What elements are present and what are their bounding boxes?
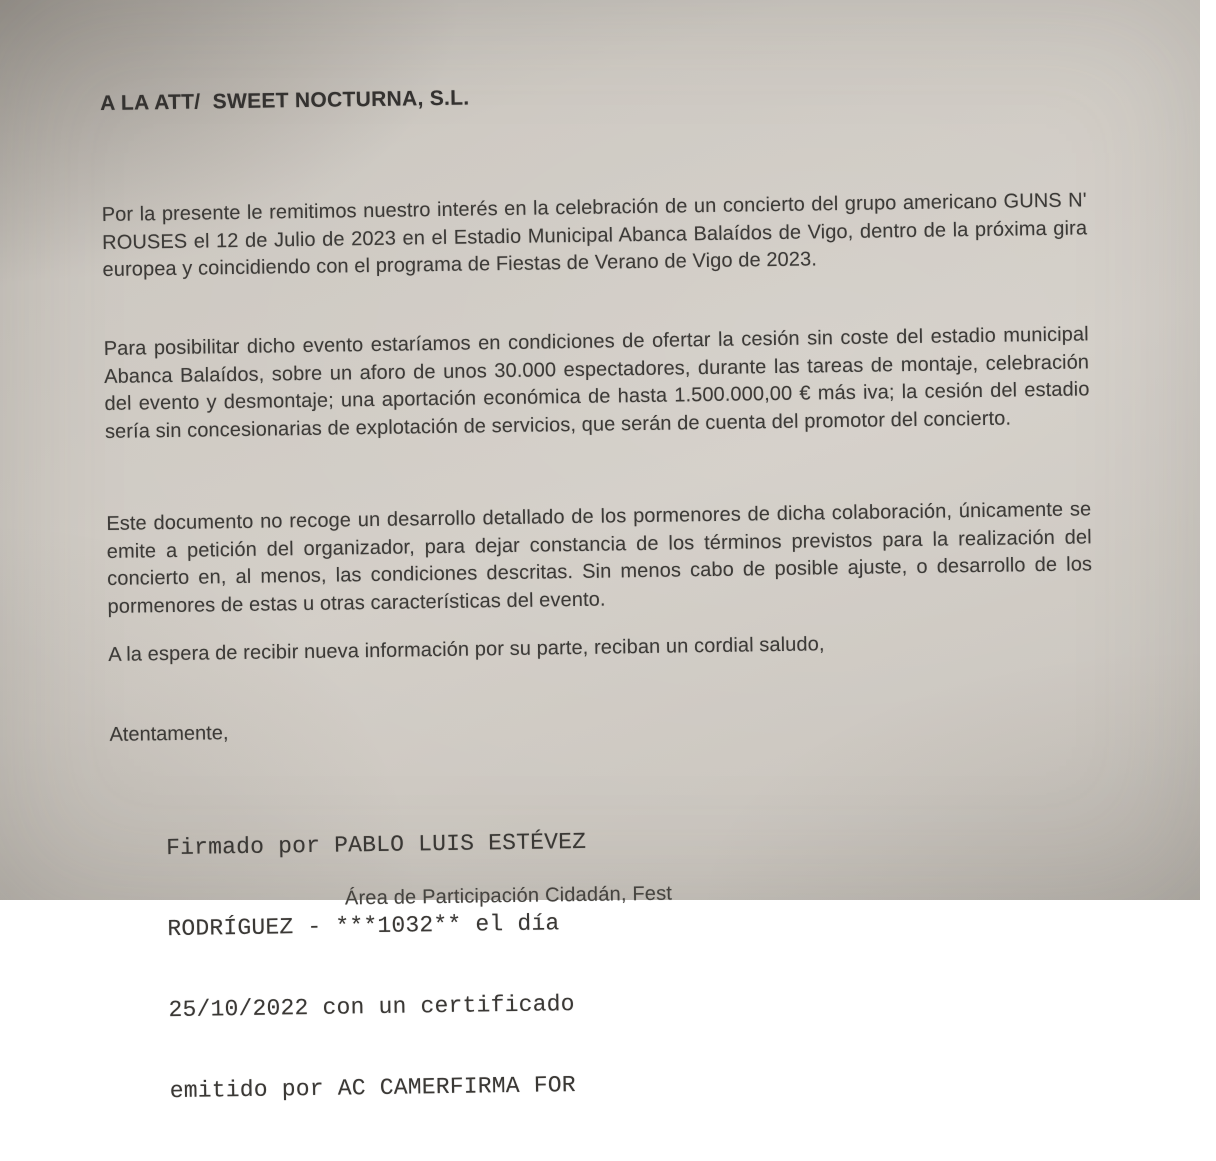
signature-line: emitido por AC CAMERFIRMA FOR xyxy=(169,1072,577,1105)
paragraph-offer: Para posibilitar dicho evento estaríamos en condiciones de ofertar la cesión sin coste del estadio municipal Abanca Balaídos, sobre un aforo de unos 30.000 espectadores, durante las tareas de montaje, celebración del evento y desmontaje; una aportación económica de hasta 1.500.000,00 € más iva; la cesión del estadio sería sin concesionarias de explotación de servicios, que serán de cuenta del promotor del concierto. xyxy=(103,323,1090,443)
digital-signature-block xyxy=(165,775,591,1159)
bottom-clipped-text: Área de Participación Cidadán, Fest xyxy=(344,882,673,910)
paragraph-intro: Por la presente le remitimos nuestro interés en la celebración de un concierto del grupo americano GUNS N' ROUSES el 12 de Julio de 2023 en el Estadio Municipal Abanca Balaídos de Vigo, dentro de la próxima gira europea y coincidiendo con el programa de Fiestas de Verano de Vigo de 2023. xyxy=(101,189,1088,281)
signature-line: Firmado por PABLO LUIS ESTÉVEZ xyxy=(165,828,587,862)
signature-line: 25/10/2022 con un certificado xyxy=(168,991,575,1024)
signature-line: RODRÍGUEZ - ***1032** el día xyxy=(167,910,560,943)
paragraph-farewell: A la espera de recibir nueva información por su parte, reciban un cordial saludo, xyxy=(108,633,825,666)
paragraph-disclaimer: Este documento no recoge un desarrollo detallado de los pormenores de dicha colaboración, únicamente se emite a petición del organizador, para dejar constancia de los términos previstos para la realización del concierto en, al menos, las condiciones descritas. Sin menos cabo de posible ajuste, o desarrollo de los pormenores de estas u otras características del evento. xyxy=(106,498,1093,618)
recipient-line: A LA ATT/ SWEET NOCTURNA, S.L. xyxy=(99,86,470,115)
closing-salutation: Atentamente, xyxy=(109,722,229,746)
